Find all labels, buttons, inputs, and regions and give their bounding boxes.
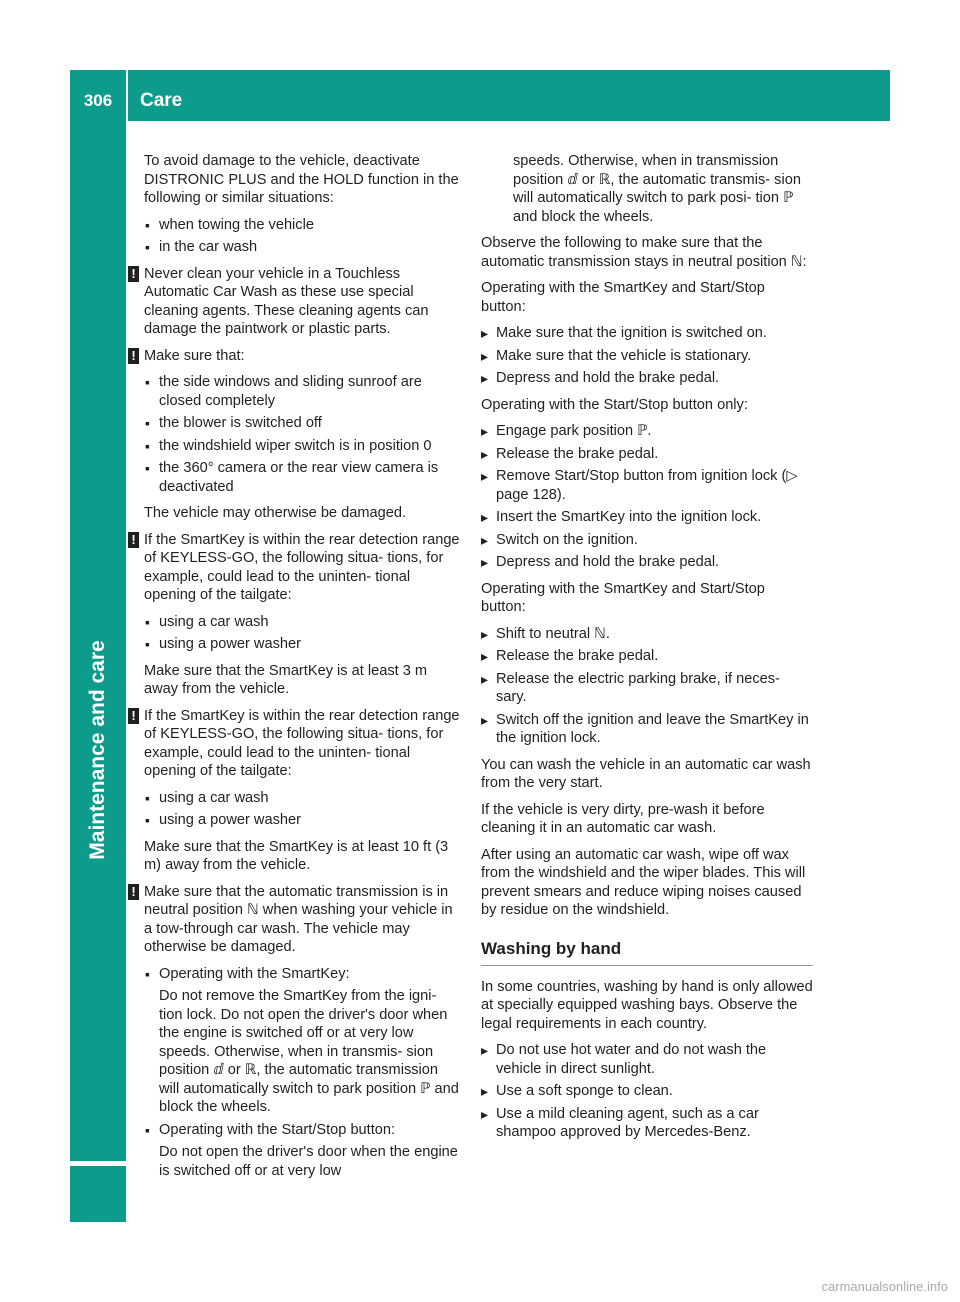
bullet-body: Do not remove the SmartKey from the igni- tion lock. Do not open the driver's door when the engine is switched off or at very low speeds. Otherwise, when in transmis- sion position ⅆ or ℝ, the automatic transmission will automatically switch to park position ℙ and block the wheels. <box>159 988 459 1115</box>
list-item: ▸ Make sure that the ignition is switched on. <box>481 324 813 343</box>
list-item: ▸ Release the brake pedal. <box>481 445 813 464</box>
list-item: ▪ when towing the vehicle <box>144 216 462 235</box>
list-item: ▸ Use a soft sponge to clean. <box>481 1082 813 1101</box>
list-item: ▪ the 360° camera or the rear view camera is deactivated <box>144 459 462 496</box>
list-item: ▸ Release the electric parking brake, if neces- sary. <box>481 670 813 707</box>
page-number: 306 <box>83 91 113 110</box>
distance-note: Make sure that the SmartKey is at least 3 m away from the vehicle. <box>144 662 428 697</box>
steps-start-stop <box>481 422 813 572</box>
section-title: Care <box>140 90 183 111</box>
bullet-title: Operating with the SmartKey: <box>159 965 350 982</box>
paragraph: Operating with the SmartKey and Start/Stop button: <box>481 280 765 315</box>
list-item: ▪ in the car wash <box>144 238 462 257</box>
paragraph: If the vehicle is very dirty, pre-wash it before cleaning it in an automatic car wash. <box>481 801 765 836</box>
bullet-body: Do not open the driver's door when the engine is switched off or at very low <box>159 1144 458 1179</box>
list-item: ▸ Make sure that the vehicle is stationary. <box>481 347 813 366</box>
page-header <box>70 70 890 121</box>
warning-transmission <box>131 883 462 957</box>
distance-note: Make sure that the SmartKey is at least 10 ft (3 m) away from the vehicle. <box>144 838 449 873</box>
list-item: ▸ Do not use hot water and do not wash the vehicle in direct sunlight. <box>481 1041 813 1078</box>
list-item: ▪ using a power washer <box>144 811 462 830</box>
intro-bullets <box>144 216 462 257</box>
list-item <box>144 965 462 1117</box>
list-item: ▸ Insert the SmartKey into the ignition lock. <box>481 508 813 527</box>
warning-keyless-metric <box>131 531 462 605</box>
list-item: ▪ using a car wash <box>144 789 462 808</box>
warning-text: If the SmartKey is within the rear detection range of KEYLESS-GO, the following situa- tions, for example, could lead to the uninten- tional opening of the tailgate: <box>144 707 460 779</box>
side-tab-label: Maintenance and care <box>86 640 109 860</box>
warning-text: Make sure that the automatic transmission is in neutral position ℕ when washing your vehicle in a tow-through car wash. The vehicle may otherwise be damaged. <box>144 883 453 955</box>
bullet-title: Operating with the Start/Stop button: <box>159 1121 396 1138</box>
list-item: ▪ using a power washer <box>144 635 462 654</box>
transmission-bullets <box>144 965 462 1181</box>
paragraph: Observe the following to make sure that the automatic transmission stays in neutral position ℕ: <box>481 235 807 270</box>
list-item: ▸ Remove Start/Stop button from ignition lock (▷ page 128). <box>481 467 813 504</box>
list-item: ▸ Engage park position ℙ. <box>481 422 813 441</box>
list-item: ▪ using a car wash <box>144 613 462 632</box>
paragraph: You can wash the vehicle in an automatic car wash from the very start. <box>481 756 811 791</box>
keyless-bullets <box>144 789 462 830</box>
warning-icon: ! <box>128 708 139 724</box>
steps-neutral <box>481 625 813 748</box>
list-item: ▸ Release the brake pedal. <box>481 647 813 666</box>
subheading-washing-by-hand: Washing by hand <box>481 938 813 966</box>
side-tab-marker <box>70 1166 126 1222</box>
paragraph: Operating with the SmartKey and Start/Stop button: <box>481 580 765 615</box>
list-item: ▸ Switch off the ignition and leave the SmartKey in the ignition lock. <box>481 711 813 748</box>
warning-keyless-imperial <box>131 707 462 781</box>
warning-make-sure <box>131 347 462 366</box>
warning-text: Never clean your vehicle in a Touchless Automatic Car Wash as these use special cleaning agents. These cleaning agents can damage the paintwork or plastic parts. <box>144 265 429 337</box>
left-column <box>131 152 462 1188</box>
list-item <box>144 1121 462 1181</box>
list-item: ▸ Use a mild cleaning agent, such as a car shampoo approved by Mercedes-Benz. <box>481 1105 813 1142</box>
list-item: ▪ the blower is switched off <box>144 414 462 433</box>
warning-icon: ! <box>128 532 139 548</box>
continued-text: speeds. Otherwise, when in transmission position ⅆ or ℝ, the automatic transmis- sion will automatically switch to park posi- tion ℙ and block the wheels. <box>513 153 801 225</box>
warning-text: Make sure that: <box>144 347 245 364</box>
paragraph: After using an automatic car wash, wipe off wax from the windshield and the wiper blades. This will prevent smears and reduce wiping noises caused by residue on the windshield. <box>481 846 806 918</box>
list-item: ▸ Switch on the ignition. <box>481 531 813 550</box>
warning-text: If the SmartKey is within the rear detection range of KEYLESS-GO, the following situa- tions, for example, could lead to the uninten- tional opening of the tailgate: <box>144 531 460 603</box>
warning-icon: ! <box>128 266 139 282</box>
list-item: ▸ Shift to neutral ℕ. <box>481 625 813 644</box>
steps-washing <box>481 1041 813 1142</box>
warning-icon: ! <box>128 884 139 900</box>
list-item: ▸ Depress and hold the brake pedal. <box>481 553 813 572</box>
list-item: ▸ Depress and hold the brake pedal. <box>481 369 813 388</box>
warning-icon: ! <box>128 348 139 364</box>
list-item: ▪ the windshield wiper switch is in position 0 <box>144 437 462 456</box>
keyless-bullets <box>144 613 462 654</box>
intro-paragraph: To avoid damage to the vehicle, deactivate DISTRONIC PLUS and the HOLD function in the following or similar situations: <box>144 153 459 206</box>
steps-smartkey <box>481 324 813 388</box>
right-column <box>481 152 813 1150</box>
warning-touchless <box>131 265 462 339</box>
paragraph: In some countries, washing by hand is only allowed at specially equipped washing bays. Observe the legal requirements in each country. <box>481 978 813 1032</box>
list-item: ▪ the side windows and sliding sunroof are closed completely <box>144 373 462 410</box>
make-sure-bullets <box>144 373 462 496</box>
watermark: carmanualsonline.info <box>821 1279 948 1294</box>
paragraph: Operating with the Start/Stop button only: <box>481 396 748 413</box>
header-divider <box>126 70 128 121</box>
damage-note: The vehicle may otherwise be damaged. <box>144 505 407 521</box>
